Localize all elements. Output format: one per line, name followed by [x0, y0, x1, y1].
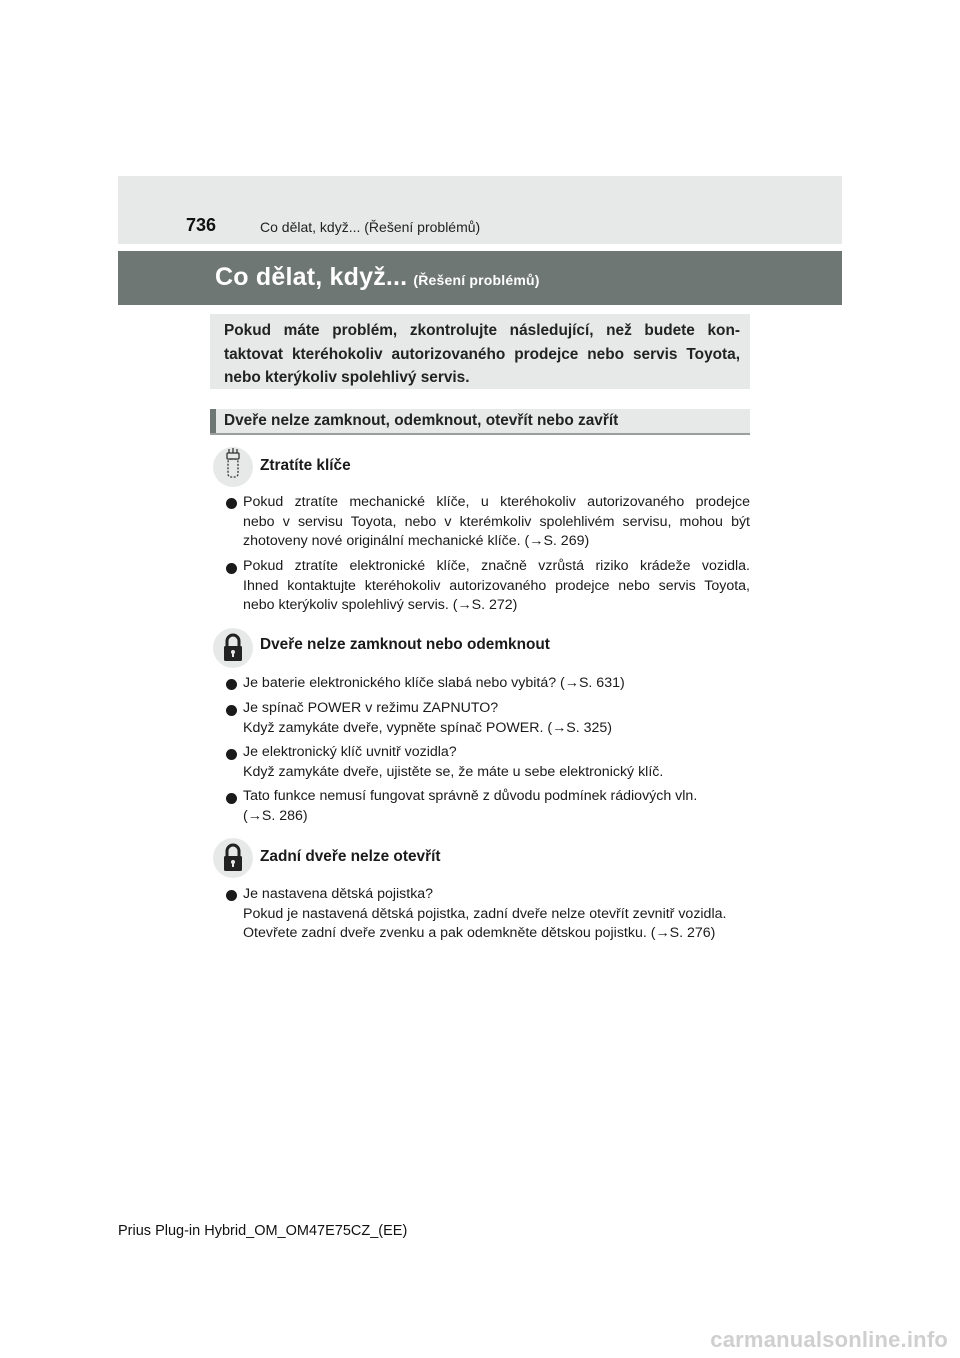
list-item [243, 557, 750, 616]
watermark: carmanualsonline.info [710, 1327, 948, 1352]
bullet [226, 749, 237, 760]
list-item-line: Pokud je nastavená dětská pojistka, zadní dveře nelze otevřít zevnitř vozidla. [243, 905, 727, 922]
footer-document-id: Prius Plug-in Hybrid_OM_OM47E75CZ_(EE) [118, 1223, 408, 1239]
page-title-main: Co dělat, když... [215, 263, 408, 291]
subsection-heading-rear-doors: Zadní dveře nelze otevřít [260, 848, 441, 865]
subsection-heading-lock-unlock: Dveře nelze zamknout nebo odemknout [260, 636, 550, 653]
list-item-line: Když zamykáte dveře, vypněte spínač POWER. (→S. 325) [243, 719, 613, 736]
list-item [243, 674, 750, 694]
page-number: 736 [186, 215, 217, 235]
intro-line: taktovat kteréhokoliv autorizovaného prodejce nebo servis Toyota, [224, 345, 740, 363]
key-icon [213, 447, 253, 487]
section-title: Dveře nelze zamknout, odemknout, otevřít nebo zavřít [224, 412, 619, 429]
list-item [243, 493, 750, 552]
bullet [226, 563, 237, 574]
bullet [226, 793, 237, 804]
intro-text [224, 319, 740, 390]
subsection-heading-lost-keys: Ztratíte klíče [260, 457, 351, 474]
list-item-line: Otevřete zadní dveře zvenku a pak odemkněte dětskou pojistku. (→S. 276) [243, 925, 716, 941]
list-item [243, 885, 750, 944]
list-item-line: (→S. 286) [243, 807, 308, 824]
padlock-icon [213, 628, 253, 668]
intro-line: nebo kterýkoliv spolehlivý servis. [224, 369, 470, 386]
list-item-line: Pokud ztratíte mechanické klíče, u kteréhokoliv autorizovaného prodejce [243, 494, 750, 510]
section-header-rule [210, 433, 750, 435]
list-item-line: Je elektronický klíč uvnitř vozidla? [243, 744, 457, 760]
section-header-accent [210, 409, 216, 433]
list-item-line: Tato funkce nemusí fungovat správně z důvodu podmínek rádiových vln. [243, 788, 698, 804]
list-item-line: Je spínač POWER v režimu ZAPNUTO? [243, 700, 499, 716]
bullet [226, 890, 237, 901]
bullet [226, 498, 237, 509]
bullet [226, 679, 237, 690]
list-item-line: Pokud ztratíte elektronické klíče, značně vzrůstá riziko krádeže vozidla. [243, 558, 750, 574]
list-item [243, 787, 750, 826]
padlock-icon [213, 838, 253, 878]
running-title: Co dělat, když... (Řešení problémů) [260, 219, 481, 235]
list-item [243, 743, 750, 782]
list-item-line: nebo kterýkoliv spolehlivý servis. (→S. 272) [243, 597, 518, 613]
page-title [215, 263, 540, 292]
list-item [243, 699, 750, 738]
list-item-line: Je baterie elektronického klíče slabá nebo vybitá? (→S. 631) [243, 675, 625, 691]
list-item-line: zhotoveny nové originální mechanické klíče. (→S. 269) [243, 533, 590, 549]
list-item-line: Je nastavena dětská pojistka? [243, 886, 434, 902]
list-item-line: Když zamykáte dveře, ujistěte se, že máte u sebe elektronický klíč. [243, 763, 664, 780]
list-item-line: nebo v servisu Toyota, nebo v kterémkoliv spolehlivém servisu, mohou být [243, 513, 750, 530]
page-title-sub: (Řešení problémů) [413, 272, 540, 288]
list-item-line: Ihned kontaktujte kteréhokoliv autorizovaného prodejce nebo servis Toyota, [243, 577, 750, 594]
intro-line: Pokud máte problém, zkontrolujte následující, než budete kon- [224, 322, 740, 339]
bullet [226, 705, 237, 716]
